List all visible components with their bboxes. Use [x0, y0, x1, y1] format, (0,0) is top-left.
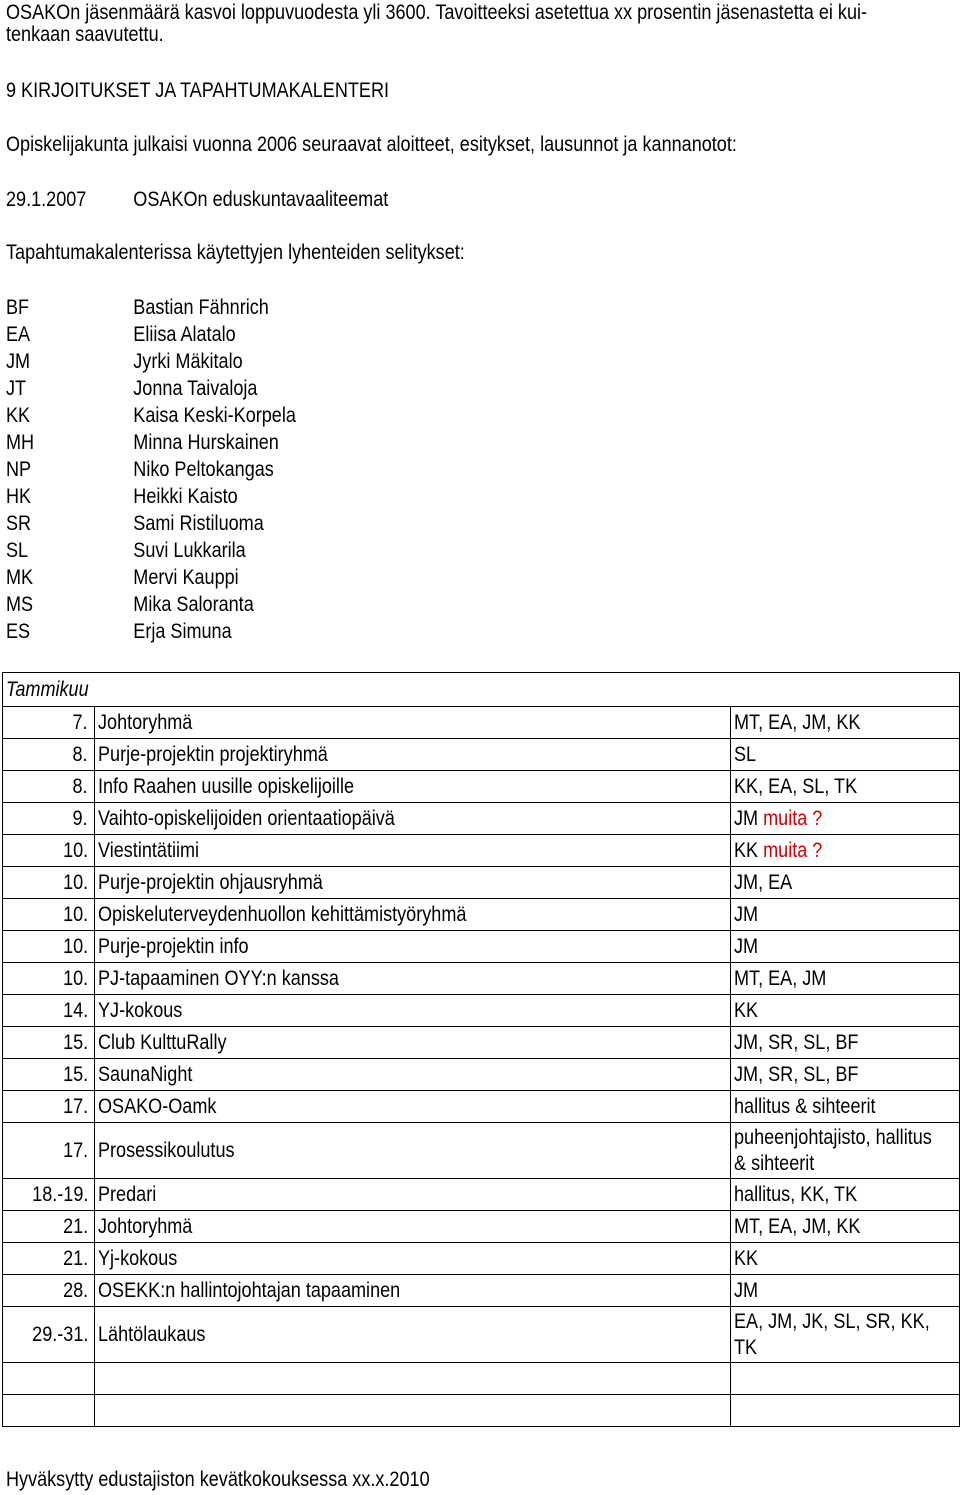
- intro-line-1: OSAKOn jäsenmäärä kasvoi loppuvuodesta yli 3600. Tavoitteeksi asetettua xx prosentin jäsenastetta ei kui-: [6, 1, 868, 24]
- event-participants: [734, 774, 857, 800]
- event-name-cell: [95, 1275, 731, 1307]
- event-name-cell: [95, 1059, 731, 1091]
- event-name-cell: [95, 707, 731, 739]
- abbreviation-item: [6, 618, 296, 645]
- event-participants: [734, 1125, 932, 1151]
- empty-cell: [731, 1363, 960, 1395]
- abbreviation-list: [6, 294, 343, 645]
- event-day-cell: [3, 1243, 95, 1275]
- event-participants: [734, 1030, 858, 1056]
- event-day-cell: [3, 1307, 95, 1363]
- event-participants: [734, 742, 756, 768]
- event-participants-cell: [731, 1211, 960, 1243]
- event-participants: [734, 1214, 860, 1240]
- event-day-cell: [3, 963, 95, 995]
- abbreviation-item: [6, 591, 296, 618]
- calendar-row: [3, 707, 960, 739]
- event-name: PJ-tapaaminen OYY:n kanssa: [98, 966, 339, 990]
- event-name-cell: [95, 995, 731, 1027]
- event-participants-cell: [731, 963, 960, 995]
- event-participants: [734, 710, 860, 736]
- calendar-row: [3, 1027, 960, 1059]
- abbreviation-code: BF: [6, 296, 30, 319]
- participants-text: KK: [734, 998, 759, 1022]
- event-name-cell: [95, 1123, 731, 1179]
- event-name: Predari: [98, 1182, 157, 1206]
- event-participants-cell: [731, 835, 960, 867]
- abbreviation-item: [6, 402, 296, 429]
- calendar-row: [3, 1123, 960, 1179]
- event-participants: [734, 1182, 857, 1208]
- event-day-cell: [3, 1027, 95, 1059]
- calendar-row: [3, 867, 960, 899]
- abbreviation-name: Sami Ristiluoma: [133, 512, 264, 535]
- event-name: Yj-kokous: [98, 1246, 178, 1270]
- event-day-cell: [3, 707, 95, 739]
- participants-text: MT, EA, JM, KK: [734, 1214, 861, 1238]
- event-participants-cell: [731, 899, 960, 931]
- event-participants: [734, 1062, 858, 1088]
- abbreviation-code: JT: [6, 377, 27, 400]
- abbreviation-name: Mika Saloranta: [133, 593, 254, 616]
- event-participants: [734, 806, 822, 832]
- event-name-cell: [95, 1211, 731, 1243]
- participants-note: muita ?: [763, 806, 823, 830]
- event-participants-cell: [731, 803, 960, 835]
- abbreviation-name: Niko Peltokangas: [133, 458, 274, 481]
- calendar-row: [3, 1211, 960, 1243]
- participants-text: JM, EA: [734, 870, 793, 894]
- calendar-row: [3, 931, 960, 963]
- abbreviation-item: [6, 348, 296, 375]
- event-day-cell: [3, 1123, 95, 1179]
- publication-row: [6, 188, 388, 212]
- month-header: [3, 673, 960, 707]
- event-day-cell: [3, 835, 95, 867]
- abbreviation-code: MH: [6, 431, 35, 454]
- event-participants-cell: [731, 1027, 960, 1059]
- abbreviation-name: Suvi Lukkarila: [133, 539, 246, 562]
- event-name-cell: [95, 835, 731, 867]
- abbreviation-item: [6, 375, 296, 402]
- event-participants-cell: [731, 1091, 960, 1123]
- event-participants-cell: [731, 867, 960, 899]
- event-participants: [734, 902, 758, 928]
- participants-text: KK, EA, SL, TK: [734, 774, 858, 798]
- participants-text: JM: [734, 902, 759, 926]
- event-day-cell: [3, 1275, 95, 1307]
- participants-text: SL: [734, 742, 757, 766]
- abbreviation-item: [6, 456, 296, 483]
- event-day: 29.-31.: [31, 1322, 88, 1346]
- abbreviation-code: MS: [6, 593, 34, 616]
- event-participants-cell: [731, 771, 960, 803]
- abbreviation-name: Bastian Fähnrich: [133, 296, 269, 319]
- event-day: 14.: [62, 998, 88, 1022]
- participants-text: JM: [734, 934, 759, 958]
- empty-cell: [731, 1395, 960, 1427]
- calendar-row: [3, 803, 960, 835]
- abbreviation-name: Eliisa Alatalo: [133, 323, 236, 346]
- event-name: Lähtölaukaus: [98, 1322, 206, 1346]
- section-text: Opiskelijakunta julkaisi vuonna 2006 seuraavat aloitteet, esitykset, lausunnot ja kannanotot:: [6, 133, 737, 156]
- participants-text: JM: [734, 806, 759, 830]
- event-day-cell: [3, 771, 95, 803]
- event-participants-cell: [731, 1275, 960, 1307]
- event-participants-cell: [731, 1307, 960, 1363]
- event-day: 17.: [62, 1094, 88, 1118]
- participants-text: JM, SR, SL, BF: [734, 1062, 859, 1086]
- event-participants-cell: [731, 707, 960, 739]
- abbreviation-code: MK: [6, 566, 34, 589]
- event-participants-cell: [731, 739, 960, 771]
- event-name-cell: [95, 867, 731, 899]
- abbreviation-item: [6, 537, 296, 564]
- event-name-cell: [95, 1307, 731, 1363]
- event-day: 21.: [62, 1246, 88, 1270]
- event-participants-cell: [731, 931, 960, 963]
- event-participants-cell: [731, 1059, 960, 1091]
- event-day: 8.: [72, 774, 88, 798]
- calendar-row: [3, 739, 960, 771]
- abbreviation-code: KK: [6, 404, 31, 427]
- event-name: YJ-kokous: [98, 998, 183, 1022]
- event-day: 18.-19.: [31, 1182, 88, 1206]
- month-label: Tammikuu: [6, 677, 89, 701]
- participants-text: MT, EA, JM, KK: [734, 710, 861, 734]
- event-day-cell: [3, 931, 95, 963]
- empty-calendar-row: [3, 1395, 960, 1427]
- event-day-cell: [3, 1091, 95, 1123]
- event-name: OSEKK:n hallintojohtajan tapaaminen: [98, 1278, 401, 1302]
- calendar-row: [3, 771, 960, 803]
- abbreviation-code: JM: [6, 350, 31, 373]
- calendar-row: [3, 1307, 960, 1363]
- event-day-cell: [3, 899, 95, 931]
- section-heading: 9 KIRJOITUKSET JA TAPAHTUMAKALENTERI: [6, 79, 390, 102]
- event-name-cell: [95, 1091, 731, 1123]
- intro-paragraph: [6, 1, 868, 46]
- abbreviation-item: [6, 429, 296, 456]
- event-name: Info Raahen uusille opiskelijoille: [98, 774, 355, 798]
- event-name: Club KulttuRally: [98, 1030, 227, 1054]
- event-calendar-table: [2, 672, 960, 1427]
- abbreviation-code: SR: [6, 512, 32, 535]
- event-name: Purje-projektin ohjausryhmä: [98, 870, 323, 894]
- empty-cell: [95, 1363, 731, 1395]
- event-participants: [734, 838, 822, 864]
- publication-date: 29.1.2007: [6, 188, 87, 211]
- event-day-cell: [3, 1211, 95, 1243]
- calendar-row: [3, 835, 960, 867]
- abbreviation-item: [6, 294, 296, 321]
- event-name: OSAKO-Oamk: [98, 1094, 217, 1118]
- event-name: SaunaNight: [98, 1062, 193, 1086]
- event-day: 10.: [62, 934, 88, 958]
- event-name-cell: [95, 739, 731, 771]
- event-day-cell: [3, 803, 95, 835]
- event-day-cell: [3, 1179, 95, 1211]
- empty-cell: [95, 1395, 731, 1427]
- event-name-cell: [95, 931, 731, 963]
- event-participants: [734, 966, 826, 992]
- event-day: 15.: [62, 1030, 88, 1054]
- publication-title: OSAKOn eduskuntavaaliteemat: [133, 188, 389, 211]
- event-name: Johtoryhmä: [98, 710, 193, 734]
- participants-text: EA, JM, JK, SL, SR, KK,: [734, 1309, 930, 1333]
- abbreviation-name: Heikki Kaisto: [133, 485, 238, 508]
- calendar-row: [3, 963, 960, 995]
- event-day: 10.: [62, 838, 88, 862]
- abbreviation-name: Erja Simuna: [133, 620, 232, 643]
- event-name: Prosessikoulutus: [98, 1138, 235, 1162]
- abbreviation-item: [6, 510, 296, 537]
- calendar-row: [3, 899, 960, 931]
- abbreviation-code: NP: [6, 458, 32, 481]
- event-day: 10.: [62, 870, 88, 894]
- event-name: Viestintätiimi: [98, 838, 200, 862]
- participants-text: MT, EA, JM: [734, 966, 827, 990]
- abbreviation-name: Mervi Kauppi: [133, 566, 239, 589]
- empty-cell: [3, 1363, 95, 1395]
- event-participants: [734, 1309, 930, 1335]
- participants-text: KK: [734, 1246, 759, 1270]
- abbreviation-code: EA: [6, 323, 31, 346]
- event-day: 15.: [62, 1062, 88, 1086]
- calendar-row: [3, 995, 960, 1027]
- event-day-cell: [3, 995, 95, 1027]
- event-day: 9.: [72, 806, 88, 830]
- abbreviation-name: Jyrki Mäkitalo: [133, 350, 243, 373]
- empty-cell: [3, 1395, 95, 1427]
- calendar-row: [3, 1243, 960, 1275]
- event-day: 17.: [62, 1138, 88, 1162]
- event-participants: [734, 1278, 758, 1304]
- footer-approval-note: Hyväksytty edustajiston kevätkokouksessa xx.x.2010: [6, 1468, 430, 1491]
- participants-text: JM: [734, 1278, 759, 1302]
- abbreviation-name: Minna Hurskainen: [133, 431, 279, 454]
- event-participants-cell: [731, 1123, 960, 1179]
- event-participants-line-2: & sihteerit: [734, 1151, 815, 1175]
- participants-text: KK: [734, 838, 759, 862]
- event-participants-cell: [731, 995, 960, 1027]
- abbreviation-item: [6, 483, 296, 510]
- abbreviation-item: [6, 321, 296, 348]
- event-name-cell: [95, 803, 731, 835]
- participants-text: hallitus, KK, TK: [734, 1182, 858, 1206]
- participants-text: JM, SR, SL, BF: [734, 1030, 859, 1054]
- event-participants-line-2: TK: [734, 1335, 758, 1359]
- intro-line-2: tenkaan saavutettu.: [6, 23, 164, 46]
- calendar-row: [3, 1059, 960, 1091]
- abbreviations-intro: Tapahtumakalenterissa käytettyjen lyhenteiden selitykset:: [6, 241, 465, 264]
- event-participants-cell: [731, 1243, 960, 1275]
- event-participants-cell: [731, 1179, 960, 1211]
- event-day: 28.: [62, 1278, 88, 1302]
- event-name-cell: [95, 1243, 731, 1275]
- abbreviation-code: ES: [6, 620, 31, 643]
- abbreviation-name: Kaisa Keski-Korpela: [133, 404, 296, 427]
- event-participants: [734, 998, 758, 1024]
- calendar-row: [3, 1091, 960, 1123]
- event-name-cell: [95, 963, 731, 995]
- event-day: 10.: [62, 966, 88, 990]
- event-day-cell: [3, 1059, 95, 1091]
- event-name: Opiskeluterveydenhuollon kehittämistyöryhmä: [98, 902, 467, 926]
- event-name-cell: [95, 1179, 731, 1211]
- participants-text: puheenjohtajisto, hallitus: [734, 1125, 932, 1149]
- event-day-cell: [3, 739, 95, 771]
- calendar-row: [3, 1179, 960, 1211]
- event-day: 10.: [62, 902, 88, 926]
- event-name: Johtoryhmä: [98, 1214, 193, 1238]
- event-name: Purje-projektin projektiryhmä: [98, 742, 328, 766]
- event-day: 7.: [72, 710, 88, 734]
- event-name-cell: [95, 899, 731, 931]
- empty-calendar-row: [3, 1363, 960, 1395]
- abbreviation-name: Jonna Taivaloja: [133, 377, 258, 400]
- abbreviation-item: [6, 564, 296, 591]
- participants-text: hallitus & sihteerit: [734, 1094, 876, 1118]
- event-name: Vaihto-opiskelijoiden orientaatiopäivä: [98, 806, 395, 830]
- abbreviation-code: HK: [6, 485, 32, 508]
- event-day: 21.: [62, 1214, 88, 1238]
- event-participants: [734, 1246, 758, 1272]
- event-name: Purje-projektin info: [98, 934, 249, 958]
- calendar-row: [3, 1275, 960, 1307]
- event-day: 8.: [72, 742, 88, 766]
- event-participants: [734, 1094, 876, 1120]
- event-name-cell: [95, 771, 731, 803]
- event-name-cell: [95, 1027, 731, 1059]
- event-participants: [734, 870, 792, 896]
- participants-note: muita ?: [763, 838, 823, 862]
- event-day-cell: [3, 867, 95, 899]
- event-participants: [734, 934, 758, 960]
- abbreviation-code: SL: [6, 539, 29, 562]
